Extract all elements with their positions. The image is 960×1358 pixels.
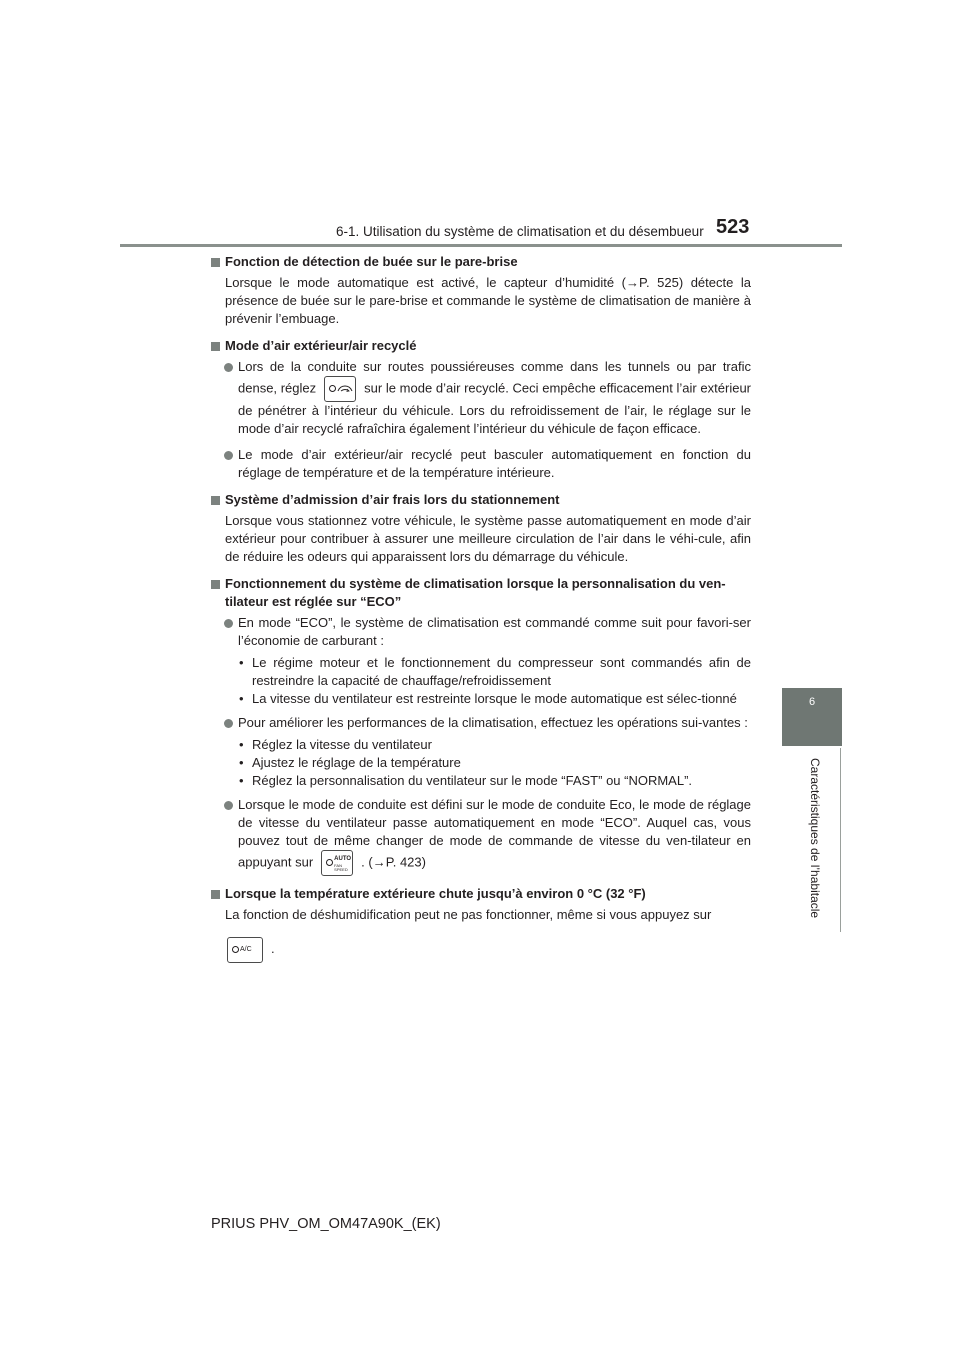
recirculation-car-icon bbox=[337, 383, 353, 395]
section-title bbox=[211, 337, 751, 355]
sub-item bbox=[211, 736, 751, 754]
square-bullet-icon bbox=[211, 258, 220, 267]
bullet-text: En mode “ECO”, le système de climatisation est commandé comme suit pour favori-ser l’économie de carburant : bbox=[238, 615, 751, 648]
section-title-text: Mode d’air extérieur/air recyclé bbox=[225, 338, 417, 353]
header-rule bbox=[120, 244, 842, 247]
bullet-text: Le mode d’air extérieur/air recyclé peut basculer automatiquement en fonction du réglage de température et de la température intérieure. bbox=[238, 447, 751, 480]
sub-list bbox=[211, 654, 751, 708]
bullet-text: Lors de la conduite sur routes poussiéreuses comme dans les tunnels ou par trafic dense, réglez bbox=[238, 359, 751, 396]
section-paragraph bbox=[211, 906, 751, 924]
section-fog-detection bbox=[211, 253, 751, 328]
section-paragraph: Lorsque vous stationnez votre véhicule, le système passe automatiquement en mode d’air extérieur pour contribuer à assurer une meilleure circulation de l’air dans le véhi-cule, afin de réduire les odeurs qui apparaissent lors du démarrage du véhicule. bbox=[225, 513, 751, 564]
section-low-temperature bbox=[211, 885, 751, 966]
chapter-rule bbox=[840, 748, 841, 932]
square-bullet-icon bbox=[211, 496, 220, 505]
bullet-item bbox=[211, 614, 751, 650]
section-parking-air-intake bbox=[211, 491, 751, 566]
sub-marker: • bbox=[239, 691, 244, 706]
sub-item bbox=[211, 772, 751, 790]
square-bullet-icon bbox=[211, 890, 220, 899]
sub-item-text: Le régime moteur et le fonctionnement du compresseur sont commandés afin de restreindre la capacité de chauffage/refroidissement bbox=[252, 655, 751, 688]
section-title bbox=[211, 575, 751, 611]
auto-fan-speed-button-icon bbox=[321, 850, 353, 876]
chapter-number: 6 bbox=[808, 696, 816, 708]
circle-bullet-icon bbox=[224, 801, 233, 810]
bullet-item bbox=[211, 714, 751, 732]
bullet-text-continued: . (→P. 423) bbox=[361, 854, 426, 870]
circle-bullet-icon bbox=[224, 451, 233, 460]
bullet-item bbox=[211, 796, 751, 876]
recirculation-button-icon bbox=[324, 376, 356, 402]
indicator-icon bbox=[329, 385, 336, 392]
sub-item-text: Ajustez le réglage de la température bbox=[252, 755, 461, 770]
indicator-icon bbox=[326, 859, 333, 866]
circle-bullet-icon bbox=[224, 619, 233, 628]
bullet-item bbox=[211, 446, 751, 482]
bullet-text: Lorsque le mode de conduite est défini sur le mode de conduite Eco, le mode de réglage de vitesse du ventilateur passe automatiquement en mode “ECO”. Auquel cas, vous pouvez tout de même changer de mode de commande de vitesse du ven-tilateur en appuyant sur bbox=[238, 797, 751, 870]
paragraph-text-end: . bbox=[271, 941, 275, 956]
section-title-text: Système d’admission d’air frais lors du stationnement bbox=[225, 492, 560, 507]
circle-bullet-icon bbox=[224, 719, 233, 728]
sub-item-text: Réglez la vitesse du ventilateur bbox=[252, 737, 432, 752]
section-title-text: Fonction de détection de buée sur le pare-brise bbox=[225, 254, 518, 269]
page-content bbox=[211, 253, 751, 975]
chapter-tab bbox=[782, 688, 842, 746]
auto-label: AUTO bbox=[334, 856, 352, 862]
document-code: PRIUS PHV_OM_OM47A90K_(EK) bbox=[211, 1216, 441, 1232]
sub-list bbox=[211, 736, 751, 790]
sub-item bbox=[211, 654, 751, 690]
indicator-icon bbox=[232, 946, 239, 953]
sub-marker: • bbox=[239, 773, 244, 788]
chapter-title: Caractéristiques de l’habitacle bbox=[808, 758, 822, 919]
circle-bullet-icon bbox=[224, 363, 233, 372]
paragraph-text: La fonction de déshumidification peut ne pas fonctionner, même si vous appuyez sur bbox=[225, 907, 712, 922]
fan-speed-label: FAN SPEED bbox=[334, 863, 348, 872]
section-title bbox=[211, 253, 751, 271]
bullet-text: Pour améliorer les performances de la climatisation, effectuez les opérations sui-vantes : bbox=[238, 715, 748, 730]
sub-marker: • bbox=[239, 755, 244, 770]
page-number: 523 bbox=[716, 216, 750, 238]
section-title-text: Lorsque la température extérieure chute jusqu’à environ 0 °C (32 °F) bbox=[225, 886, 646, 901]
paragraph-continued bbox=[211, 932, 751, 966]
header-section-title: 6-1. Utilisation du système de climatisation et du désembueur bbox=[336, 224, 704, 239]
square-bullet-icon bbox=[211, 580, 220, 589]
sub-item bbox=[211, 754, 751, 772]
sub-item bbox=[211, 690, 751, 708]
section-title bbox=[211, 885, 751, 903]
section-title bbox=[211, 491, 751, 509]
ac-button-icon bbox=[227, 937, 263, 963]
section-eco-fan bbox=[211, 575, 751, 876]
bullet-text-continued: sur le mode d’air recyclé. Ceci empêche efficacement l’air extérieur de pénétrer à l’intérieur du véhicule. Lors du refroidissement de l’air, le réglage sur le mode d’air recyclé rafraîchira également l’intérieur du véhicule de façon efficace. bbox=[238, 380, 751, 436]
sub-marker: • bbox=[239, 655, 244, 670]
section-title-text: Fonctionnement du système de climatisation lorsque la personnalisation du ven-tilateur est réglée sur “ECO” bbox=[225, 576, 726, 609]
square-bullet-icon bbox=[211, 342, 220, 351]
ac-label: A/C bbox=[240, 945, 252, 953]
sub-marker: • bbox=[239, 737, 244, 752]
section-air-mode bbox=[211, 337, 751, 482]
bullet-item bbox=[211, 358, 751, 438]
section-paragraph: Lorsque le mode automatique est activé, le capteur d’humidité (→P. 525) détecte la présence de buée sur le pare-brise et commande le système de climatisation de manière à prévenir l’embuage. bbox=[225, 275, 751, 326]
sub-item-text: La vitesse du ventilateur est restreinte lorsque le mode automatique est sélec-tionné bbox=[252, 691, 737, 706]
sub-item-text: Réglez la personnalisation du ventilateur sur le mode “FAST” ou “NORMAL”. bbox=[252, 773, 693, 788]
